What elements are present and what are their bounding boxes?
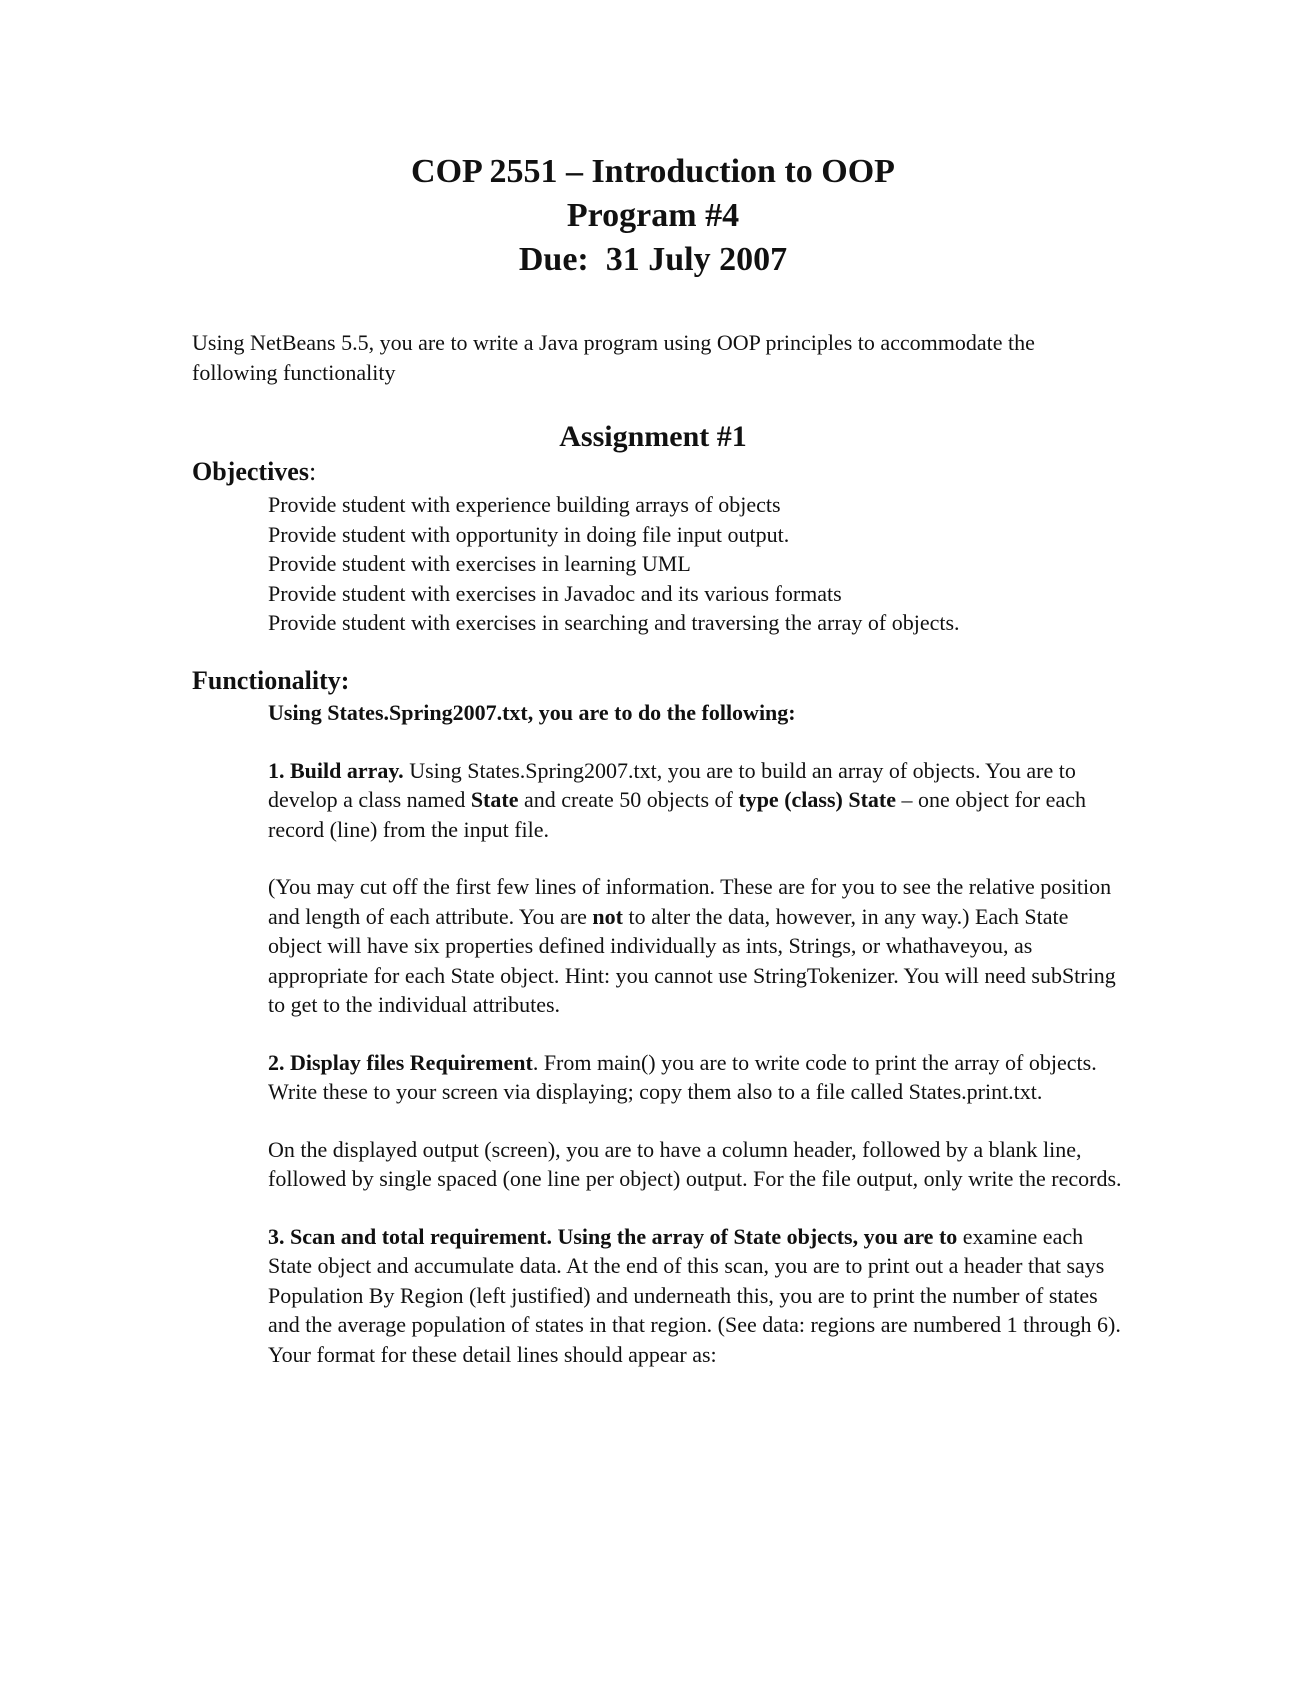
requirement-1-text-b: and create 50 objects of [518, 787, 739, 812]
objective-item: Provide student with exercises in searching and traversing the array of objects. [268, 610, 960, 635]
functionality-lead: Using States.Spring2007.txt, you are to do the following: [268, 700, 796, 725]
requirement-1-paragraph [268, 756, 1123, 845]
course-title: COP 2551 – Introduction to OOP [411, 153, 895, 190]
objectives-label: Objectives [192, 457, 309, 486]
requirement-1-bold-b: type (class) State [738, 787, 897, 812]
requirement-3-label: 3. Scan and total requirement. Using the array of State objects, you are to [268, 1223, 958, 1249]
requirement-1-note-text-a: (You may cut off the first few lines of information. These are for you to see the relative position and length of each attribute. You are [268, 874, 1112, 929]
requirement-1-note-text-b: to alter the data, however, in any way.) Each State object will have six properties defined individually as ints, Strings, or whathaveyou, as appropriate for each State object. Hint: you cannot use StringTokenizer. You will need subString to get to the individual attributes. [268, 903, 1116, 1017]
requirement-1-text-a: Using States.Spring2007.txt, you are to build an array of objects. You are to develop a class named [268, 757, 1076, 812]
requirement-3-paragraph [268, 1222, 1123, 1370]
program-number: Program #4 [566, 197, 740, 234]
requirement-2-paragraph [268, 1048, 1123, 1107]
objectives-heading [192, 455, 316, 489]
assignment-heading: Assignment #1 [559, 420, 747, 453]
objective-item: Provide student with opportunity in doing file input output. [268, 521, 790, 547]
objectives-colon: : [308, 457, 317, 486]
objective-item: Provide student with experience building arrays of objects [268, 492, 781, 517]
requirement-1-text-c: – one object for each record (line) from the input file. [268, 787, 1086, 842]
requirement-3-text: examine each State object and accumulate data. At the end of this scan, you are to print out a header that says Population By Region (left justified) and underneath this, you are to print the number of states and the average population of states in that region. (See data: regions are numbered 1 through 6). Your format for these detail lines should appear as: [268, 1223, 1121, 1367]
intro-paragraph: Using NetBeans 5.5, you are to write a Java program using OOP principles to accommodate the following functionality [192, 330, 1035, 385]
requirement-1-bold-a: State [470, 787, 519, 812]
objectives-list [268, 490, 1168, 638]
requirement-2-label: 2. Display files Requirement [268, 1049, 533, 1075]
functionality-body [268, 698, 1123, 1397]
functionality-heading: Functionality: [192, 666, 350, 695]
document-title [0, 150, 1306, 282]
requirement-2-note: On the displayed output (screen), you are to have a column header, followed by a blank line, followed by single spaced (one line per object) output. For the file output, only write the records. [268, 1136, 1122, 1191]
objective-item: Provide student with exercises in Javadoc and its various formats [268, 580, 842, 606]
requirement-1-label: 1. Build array. [268, 757, 404, 783]
requirement-2-text: . From main() you are to write code to print the array of objects. Write these to your screen via displaying; copy them also to a file called States.print.txt. [268, 1049, 1097, 1104]
due-date: Due: 31 July 2007 [518, 241, 788, 278]
requirement-1-note-bold: not [592, 903, 623, 929]
requirement-1-note [268, 872, 1123, 1020]
objective-item: Provide student with exercises in learning UML [268, 551, 691, 576]
